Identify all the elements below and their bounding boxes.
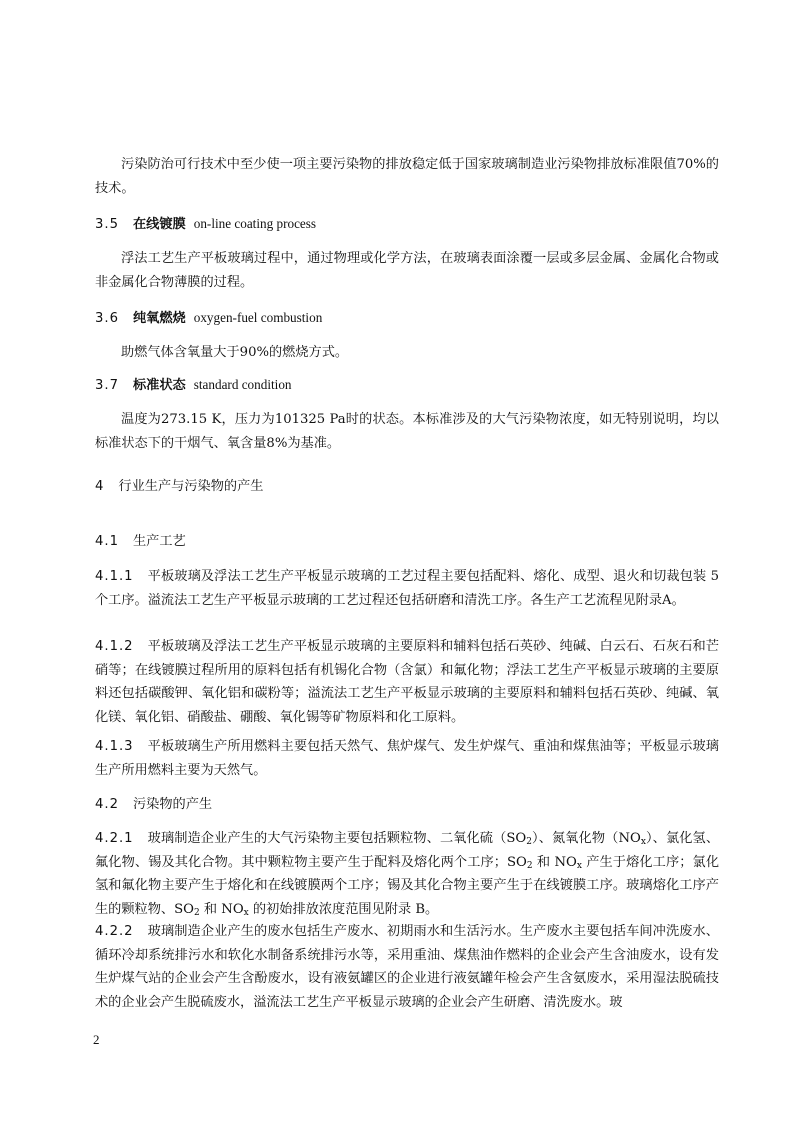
clause-number: 4.2.2 [95,924,134,939]
clause-number: 4.2.1 [95,831,134,846]
clause-text-part: ）、氯化氢、氟化物、锡及其化合物。其中颗粒物主要产生于配料及熔化两个工序；SO [95,831,720,870]
clause-text: 平板玻璃生产所用燃料主要包括天然气、焦炉煤气、发生炉煤气、重油和煤焦油等；平板显示玻璃生产所用燃料主要为天然气。 [95,739,719,778]
clause-number: 4.1.2 [95,639,134,654]
term-3-7-heading [95,375,292,396]
term-number: 3.7 [95,378,119,393]
subscript: 2 [193,907,200,918]
term-3-5-definition: 浮法工艺生产平板玻璃过程中，通过物理或化学方法，在玻璃表面涂覆一层或多层金属、金属化合物或非金属化合物薄膜的过程。 [95,251,719,290]
clause-text-part: 的初始排放浓度范围见附录 B。 [248,901,439,917]
subscript: x [576,860,582,871]
section-title: 生产工艺 [132,534,186,549]
term-number: 3.5 [95,217,119,232]
section-title: 污染物的产生 [132,797,213,812]
subscript: 2 [526,860,533,871]
term-3-7-definition: 温度为273.15 K，压力为101325 Pa时的状态。本标准涉及的大气污染物浓度，如无特别说明，均以标准状态下的干烟气、氧含量8%为基准。 [95,412,719,451]
paragraph-3-4-continuation: 污染防治可行技术中至少使一项主要污染物的排放稳定低于国家玻璃制造业污染物排放标准限值70%的技术。 [95,157,719,196]
clause-text-part: 和 NO [199,901,244,917]
clause-4-2-2 [95,920,719,1014]
term-number: 3.6 [95,311,119,326]
clause-number: 4.1.3 [95,739,134,754]
section-4-2-heading [95,795,212,815]
term-english: on-line coating process [193,216,317,231]
subscript: 2 [526,837,532,847]
clause-text: 平板玻璃及浮法工艺生产平板显示玻璃的主要原料和辅料包括石英砂、纯碱、白云石、石灰石和芒硝等；在线镀膜过程所用的原料包括有机锡化合物（含氯）和氟化物；浮法工艺生产平板显示玻璃的主要原料还包括碳酸钾、氧化铝和碳粉等；溢流法工艺生产平板显示玻璃的主要原料和辅料包括石英砂、纯碱、氧化镁、氧化铝、硝酸盐、硼酸、氧化锡等矿物原料和化工原料。 [95,639,719,725]
section-number: 4.2 [95,797,119,812]
clause-text: 平板玻璃及浮法工艺生产平板显示玻璃的工艺过程主要包括配料、熔化、成型、退火和切裁包装 5 个工序。溢流法工艺生产平板显示玻璃的工艺过程还包括研磨和清洗工序。各生产工艺流程见附录A。 [95,569,719,608]
term-english: oxygen-fuel combustion [193,310,323,325]
clause-4-2-1 [95,827,719,921]
section-4-1-heading [95,532,186,552]
clause-text-part: 玻璃制造企业产生的大气污染物主要包括颗粒物、二氧化硫（SO [147,831,527,846]
section-4-heading [95,477,263,497]
clause-4-1-1 [95,565,719,612]
clause-text-part: 产生于熔化工序；氯化氢和氟化物主要产生于熔化和在线镀膜两个工序；锡及其化合物主要产生于在线镀膜工序。玻璃熔化工序产生的颗粒物、SO [95,854,720,917]
clause-4-1-3 [95,735,719,782]
section-title: 行业生产与污染物的产生 [118,479,264,494]
term-3-5-heading [95,214,316,235]
clause-text-part: 和 NO [532,854,577,870]
subscript: x [243,907,249,918]
term-english: standard condition [193,377,292,392]
term-3-6-definition: 助燃气体含氧量大于90%的燃烧方式。 [121,345,349,360]
clause-4-1-2 [95,635,719,729]
clause-text: 玻璃制造企业产生的废水包括生产废水、初期雨水和生活污水。生产废水主要包括车间冲洗废水、循环冷却系统排污水和软化水制备系统排污水等，采用重油、煤焦油作燃料的企业会产生含油废水，设有发生炉煤气站的企业会产生含酚废水，设有液氨罐区的企业进行液氨罐年检会产生含氨废水，采用湿法脱硫技术的企业会产生脱硫废水，溢流法工艺生产平板显示玻璃的企业会产生研磨、清洗废水。玻 [95,924,719,1010]
section-number: 4 [95,479,105,494]
clause-text-part: ）、氮氧化物（NO [531,831,641,846]
clause-number: 4.1.1 [95,569,134,584]
term-chinese: 标准状态 [132,378,186,393]
section-number: 4.1 [95,534,119,549]
term-3-6-heading [95,308,322,329]
term-chinese: 在线镀膜 [132,217,186,232]
page-number: 2 [93,1032,100,1047]
term-chinese: 纯氧燃烧 [132,311,186,326]
subscript: x [640,837,646,847]
